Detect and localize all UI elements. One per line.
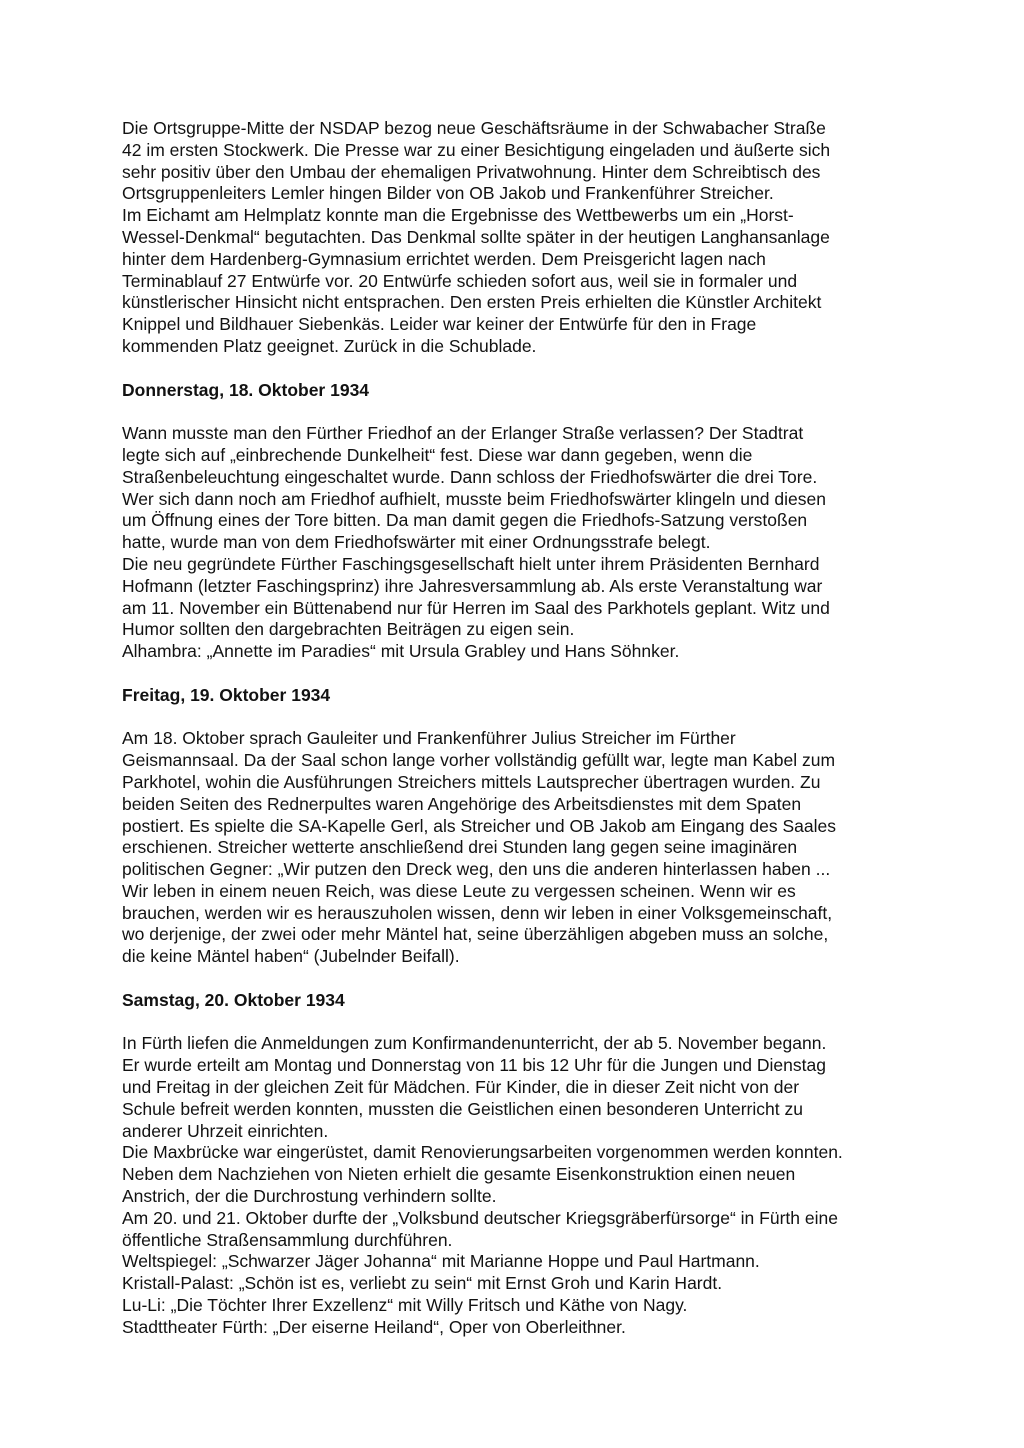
text-line: Wann musste man den Fürther Friedhof an der Erlanger Straße verlassen? Der Stadtrat <box>122 423 804 444</box>
text-line: die keine Mäntel haben“ (Jubelnder Beifall). <box>122 946 460 967</box>
paragraph <box>122 423 924 663</box>
document-content <box>122 118 924 1339</box>
text-line: sehr positiv über den Umbau der ehemaligen Privatwohnung. Hinter dem Schreibtisch des <box>122 161 821 182</box>
text-line: um Öffnung eines der Tore bitten. Da man damit gegen die Friedhofs-Satzung verstoßen <box>122 510 808 531</box>
text-line: Stadttheater Fürth: „Der eiserne Heiland“, Oper von Oberleithner. <box>122 1316 626 1337</box>
paragraph <box>122 118 924 358</box>
text-line: Geismannsaal. Da der Saal schon lange vorher vollständig gefüllt war, legte man Kabel zum <box>122 750 836 771</box>
text-line: wo derjenige, der zwei oder mehr Mäntel hat, seine überzähligen abgeben muss an solche, <box>122 924 829 945</box>
text-line: Er wurde erteilt am Montag und Donnerstag von 11 bis 12 Uhr für die Jungen und Dienstag <box>122 1055 826 1076</box>
text-line: hatte, wurde man von dem Friedhofswärter mit einer Ordnungsstrafe belegt. <box>122 532 711 553</box>
text-line: Wir leben in einem neuen Reich, was diese Leute zu vergessen scheinen. Wenn wir es <box>122 880 796 901</box>
text-line: Die Ortsgruppe-Mitte der NSDAP bezog neue Geschäftsräume in der Schwabacher Straße <box>122 118 826 138</box>
text-line: kommenden Platz geeignet. Zurück in die Schublade. <box>122 335 537 356</box>
text-line: hinter dem Hardenberg-Gymnasium errichtet werden. Dem Preisgericht lagen nach <box>122 248 766 269</box>
text-line: anderer Uhrzeit einrichten. <box>122 1120 329 1141</box>
text-line: legte sich auf „einbrechende Dunkelheit“ fest. Diese war dann gegeben, wenn die <box>122 444 753 465</box>
text-line: Alhambra: „Annette im Paradies“ mit Ursula Grabley und Hans Söhnker. <box>122 641 680 662</box>
text-line: Anstrich, der die Durchrostung verhindern sollte. <box>122 1186 497 1207</box>
text-line: Kristall-Palast: „Schön ist es, verliebt zu sein“ mit Ernst Groh und Karin Hardt. <box>122 1273 723 1294</box>
text-line: Hofmann (letzter Faschingsprinz) ihre Jahresversammlung ab. Als erste Veranstaltung war <box>122 575 823 596</box>
text-line: Wessel-Denkmal“ begutachten. Das Denkmal sollte später in der heutigen Langhansanlage <box>122 226 830 247</box>
text-line: Humor sollten den dargebrachten Beiträgen zu eigen sein. <box>122 619 575 640</box>
text-line: erschienen. Streicher wetterte anschließend drei Stunden lang gegen seine imaginären <box>122 837 798 858</box>
text-line: Straßenbeleuchtung eingeschaltet wurde. Dann schloss der Friedhofswärter die drei Tore. <box>122 466 818 487</box>
text-line: Weltspiegel: „Schwarzer Jäger Johanna“ mit Marianne Hoppe und Paul Hartmann. <box>122 1251 760 1272</box>
text-line: Neben dem Nachziehen von Nieten erhielt die gesamte Eisenkonstruktion einen neuen <box>122 1164 796 1185</box>
paragraph <box>122 1033 924 1338</box>
text-line: und Freitag in der gleichen Zeit für Mädchen. Für Kinder, die in dieser Zeit nicht von der <box>122 1077 800 1098</box>
text-line: 42 im ersten Stockwerk. Die Presse war zu einer Besichtigung eingeladen und äußerte sich <box>122 139 831 160</box>
text-line: brauchen, werden wir es herauszuholen wissen, denn wir leben in einer Volksgemeinschaft, <box>122 902 833 923</box>
date-heading: Freitag, 19. Oktober 1934 <box>122 684 331 705</box>
text-line: Wer sich dann noch am Friedhof aufhielt, musste beim Friedhofswärter klingeln und diesen <box>122 488 826 509</box>
text-line: am 11. November ein Büttenabend nur für Herren im Saal des Parkhotels geplant. Witz und <box>122 597 830 618</box>
text-line: Die neu gegründete Fürther Faschingsgesellschaft hielt unter ihrem Präsidenten Bernhard <box>122 553 820 574</box>
text-line: Die Maxbrücke war eingerüstet, damit Renovierungsarbeiten vorgenommen werden konnten. <box>122 1142 843 1163</box>
text-line: beiden Seiten des Rednerpultes waren Angehörige des Arbeitsdienstes mit dem Spaten <box>122 793 802 814</box>
text-line: Am 18. Oktober sprach Gauleiter und Frankenführer Julius Streicher im Fürther <box>122 728 736 749</box>
text-line: Im Eichamt am Helmplatz konnte man die Ergebnisse des Wettbewerbs um ein „Horst- <box>122 205 794 226</box>
text-line: postiert. Es spielte die SA-Kapelle Gerl, als Streicher und OB Jakob am Eingang des Saales <box>122 815 836 836</box>
text-line: Knippel und Bildhauer Siebenkäs. Leider war keiner der Entwürfe für den in Frage <box>122 314 757 335</box>
text-line: In Fürth liefen die Anmeldungen zum Konfirmandenunterricht, der ab 5. November begann. <box>122 1033 827 1054</box>
text-line: Am 20. und 21. Oktober durfte der „Volksbund deutscher Kriegsgräberfürsorge“ in Fürth eine <box>122 1207 838 1228</box>
text-line: Ortsgruppenleiters Lemler hingen Bilder von OB Jakob und Frankenführer Streicher. <box>122 183 774 204</box>
text-line: Parkhotel, wohin die Ausführungen Streichers mittels Lautsprecher übertragen wurden. Zu <box>122 771 821 792</box>
paragraph <box>122 728 924 968</box>
text-line: öffentliche Straßensammlung durchführen. <box>122 1229 453 1250</box>
text-line: Terminablauf 27 Entwürfe vor. 20 Entwürfe schieden sofort aus, weil sie in formaler und <box>122 270 798 291</box>
date-heading: Samstag, 20. Oktober 1934 <box>122 989 345 1010</box>
text-line: Lu-Li: „Die Töchter Ihrer Exzellenz“ mit Willy Fritsch und Käthe von Nagy. <box>122 1295 688 1316</box>
date-heading: Donnerstag, 18. Oktober 1934 <box>122 379 370 400</box>
text-line: künstlerischer Hinsicht nicht entsprachen. Den ersten Preis erhielten die Künstler Architekt <box>122 292 822 313</box>
text-line: Schule befreit werden konnten, mussten die Geistlichen einen besonderen Unterricht zu <box>122 1098 803 1119</box>
text-line: politischen Gegner: „Wir putzen den Dreck weg, den uns die anderen hinterlassen haben ... <box>122 859 831 880</box>
